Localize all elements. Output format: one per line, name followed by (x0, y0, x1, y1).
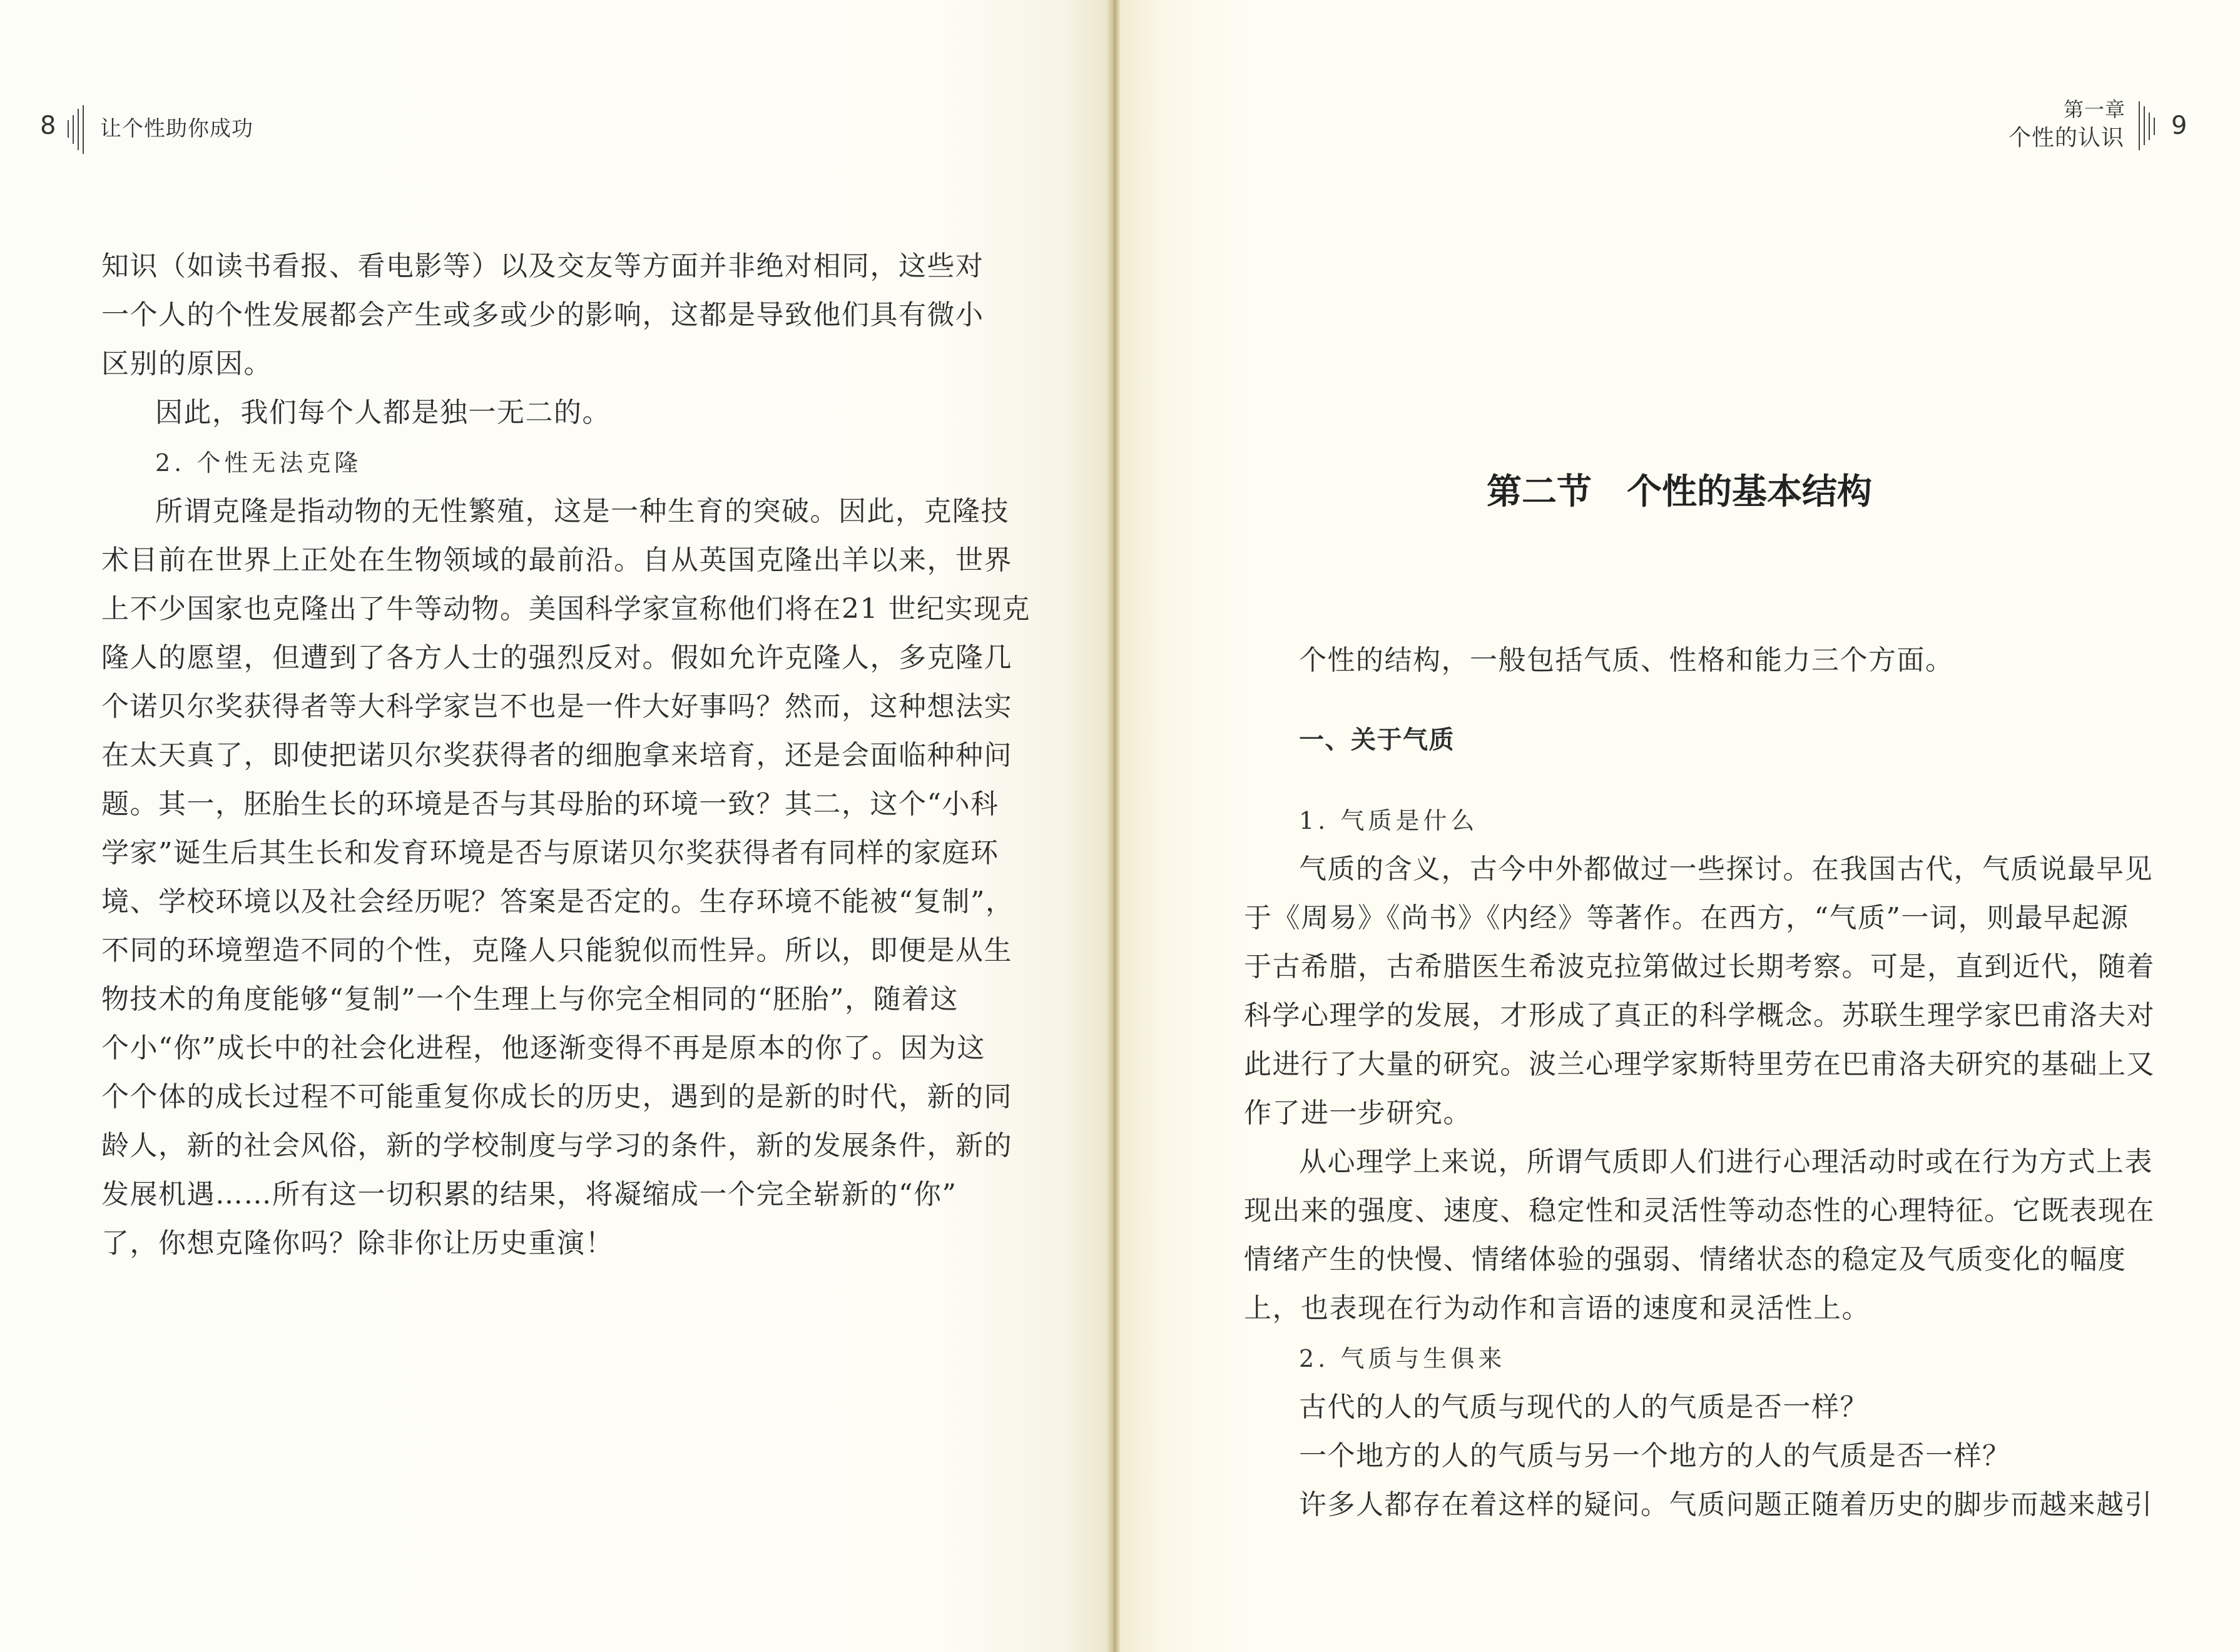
text-line: 从心理学上来说，所谓气质即人们进行心理活动时或在行为方式上表 (1299, 1146, 2153, 1178)
subheading: 2. 气质与生俱来 (1299, 1345, 1506, 1372)
text-line: 发展机遇……所有这一切积累的结果，将凝缩成一个完全崭新的“你” (101, 1178, 957, 1210)
text-line: 个个体的成长过程不可能重复你成长的历史，遇到的是新的时代，新的同 (101, 1081, 1012, 1113)
chapter-label: 第一章 (2064, 98, 2126, 121)
text-line: 因此，我们每个人都是独一无二的。 (155, 397, 611, 428)
text-line: 个小“你”成长中的社会化进程，他逐渐变得不再是原本的你了。因为这 (101, 1032, 985, 1064)
text-line: 作了进一步研究。 (1244, 1097, 1472, 1129)
text-line: 于《周易》《尚书》《内经》等著作。在西方，“气质”一词，则最早起源 (1244, 902, 2129, 934)
text-line: 题。其一，胚胎生长的环境是否与其母胎的环境一致？其二，这个“小科 (101, 788, 999, 820)
heading-temperament: 一、关于气质 (1299, 726, 1455, 754)
text-line: 上，也表现在行为动作和言语的速度和灵活性上。 (1244, 1292, 1870, 1324)
text-line: 了，你想克隆你吗？除非你让历史重演！ (101, 1227, 614, 1259)
text-line: 龄人，新的社会风俗，新的学校制度与学习的条件，新的发展条件，新的 (101, 1130, 1012, 1162)
right-page-number: 9 (2171, 111, 2187, 140)
text-line: 境、学校环境以及社会经历呢？答案是否定的。生存环境不能被“复制”， (101, 886, 1014, 918)
text-line: 一个地方的人的气质与另一个地方的人的气质是否一样？ (1299, 1440, 2011, 1472)
text-line: 许多人都存在着这样的疑问。气质问题正随着历史的脚步而越来越引 (1299, 1489, 2153, 1521)
left-page-number: 8 (40, 111, 56, 140)
text-line: 学家”诞生后其生长和发育环境是否与原诺贝尔奖获得者有同样的家庭环 (101, 837, 999, 869)
subheading: 2. 个性无法克隆 (155, 449, 362, 477)
text-line: 科学心理学的发展，才形成了真正的科学概念。苏联生理学家巴甫洛夫对 (1244, 1000, 2155, 1031)
intro-text: 个性的结构，一般包括气质、性格和能力三个方面。 (1299, 644, 1954, 676)
text-line: 隆人的愿望，但遭到了各方人士的强烈反对。假如允许克隆人，多克隆几 (101, 642, 1012, 674)
text-line: 一个人的个性发展都会产生或多或少的影响，这都是导致他们具有微小 (101, 299, 984, 331)
text-line: 上不少国家也克隆出了牛等动物。美国科学家宣称他们将在21 世纪实现克 (101, 593, 1031, 625)
text-line: 所谓克隆是指动物的无性繁殖，这是一种生育的突破。因此，克隆技 (155, 495, 1009, 527)
text-line: 知识（如读书看报、看电影等）以及交友等方面并非绝对相同，这些对 (101, 250, 984, 282)
text-line: 气质的含义，古今中外都做过一些探讨。在我国古代，气质说最早见 (1299, 853, 2153, 885)
subheading: 1. 气质是什么 (1299, 807, 1479, 834)
header-bars-icon (66, 105, 88, 155)
running-head: 让个性助你成功 (100, 116, 253, 141)
text-line: 不同的环境塑造不同的个性，克隆人只能貌似而性异。所以，即便是从生 (101, 935, 1012, 966)
text-line: 于古希腊，古希腊医生希波克拉第做过长期考察。可是，直到近代，随着 (1244, 951, 2155, 983)
chapter-title: 个性的认识 (2008, 125, 2125, 151)
left-page (0, 0, 1107, 1652)
text-line: 区别的原因。 (101, 348, 272, 380)
text-line: 此进行了大量的研究。波兰心理学家斯特里劳在巴甫洛夫研究的基础上又 (1244, 1048, 2155, 1080)
book-spine (1107, 0, 1120, 1652)
text-line: 术目前在世界上正处在生物领域的最前沿。自从英国克隆出羊以来，世界 (101, 544, 1012, 576)
section-title: 第二节 个性的基本结构 (1487, 471, 1872, 512)
text-line: 古代的人的气质与现代的人的气质是否一样？ (1299, 1391, 1868, 1423)
text-line: 现出来的强度、速度、稳定性和灵活性等动态性的心理特征。它既表现在 (1244, 1195, 2155, 1227)
text-line: 物技术的角度能够“复制”一个生理上与你完全相同的“胚胎”，随着这 (101, 983, 959, 1015)
text-line: 个诺贝尔奖获得者等大科学家岂不也是一件大好事吗？然而，这种想法实 (101, 691, 1012, 722)
text-line: 情绪产生的快慢、情绪体验的强弱、情绪状态的稳定及气质变化的幅度 (1244, 1244, 2127, 1275)
text-line: 在太天真了，即使把诺贝尔奖获得者的细胞拿来培育，还是会面临种种问 (101, 739, 1012, 771)
header-bars-icon (2139, 101, 2160, 151)
